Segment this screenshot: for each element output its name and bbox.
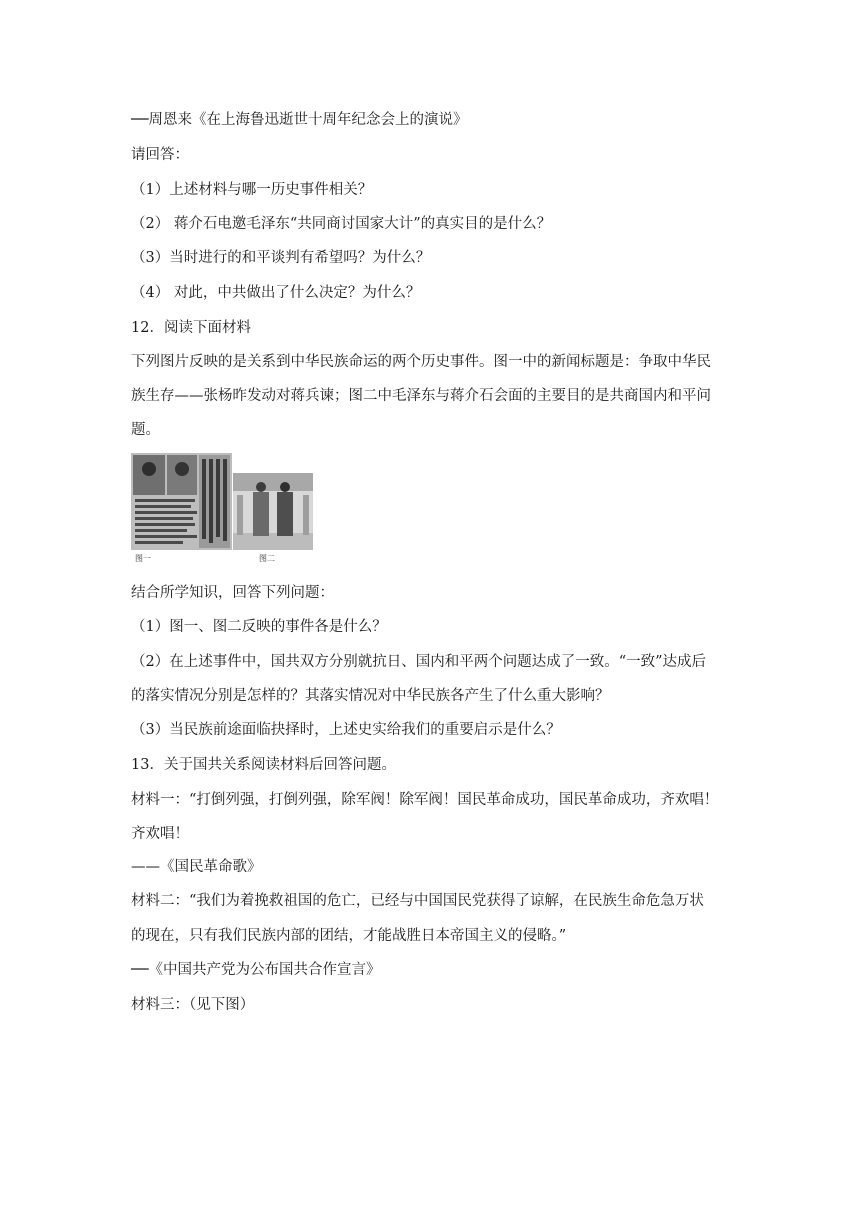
question-11-4: （4） 对此，中共做出了什么决定？为什么？	[131, 285, 421, 301]
question-12-1: （1）图一、图二反映的事件各是什么？	[131, 619, 387, 635]
question-12-3: （3）当民族前途面临抉择时，上述史实给我们的重要启示是什么？	[131, 722, 561, 738]
material-1-line-1: 材料一：“打倒列强，打倒列强，除军阀！除军阀！国民革命成功，国民革命成功，齐欢唱！	[131, 792, 719, 808]
historical-photos-figure	[131, 453, 313, 565]
question-12-2-line-2: 的落实情况分别是怎样的？其落实情况对中华民族各产生了什么重大影响？	[131, 688, 610, 704]
question-13-heading: 13．关于国共关系阅读材料后回答问题。	[131, 757, 396, 773]
meeting-photo-image	[233, 473, 313, 550]
material-2-line-2: 的现在，只有我们民族内部的团结，才能战胜日本帝国主义的侵略。”	[131, 928, 567, 944]
prompt-combine-knowledge: 结合所学知识，回答下列问题：	[131, 585, 334, 601]
figure-caption-1: 图一	[135, 554, 151, 563]
question-11-2: （2） 蒋介石电邀毛泽东“共同商讨国家大计”的真实目的是什么？	[131, 216, 552, 232]
material-1-line-2: 齐欢唱！	[131, 826, 189, 842]
material-3-label: 材料三：（见下图）	[131, 997, 255, 1013]
question-11-1: （1）上述材料与哪一历史事件相关？	[131, 182, 373, 198]
question-11-3: （3）当时进行的和平谈判有希望吗？为什么？	[131, 250, 431, 266]
material-12-line-2: 族生存——张杨昨发动对蒋兵谏；图二中毛泽东与蒋介石会面的主要目的是共商国内和平问	[131, 388, 711, 404]
material-1-source: ——《国民革命歌》	[131, 859, 262, 875]
figure-caption-2: 图二	[259, 554, 275, 563]
material-2-line-1: 材料二：“我们为着挽救祖国的危亡，已经与中国国民党获得了谅解，在民族生命危急万状	[131, 893, 704, 909]
prompt-please-answer: 请回答：	[131, 147, 189, 163]
question-12-heading: 12．阅读下面材料	[131, 320, 251, 336]
source-citation-zhou-enlai: ──周恩来《在上海鲁迅逝世十周年纪念会上的演说》	[131, 112, 468, 128]
question-12-2-line-1: （2）在上述事件中，国共双方分别就抗日、国内和平两个问题达成了一致。“一致”达成后	[131, 654, 707, 670]
material-12-line-3: 题。	[131, 422, 160, 438]
material-12-line-1: 下列图片反映的是关系到中华民族命运的两个历史事件。图一中的新闻标题是：争取中华民	[131, 354, 711, 370]
newspaper-image	[131, 453, 232, 550]
material-2-source: ──《中国共产党为公布国共合作宣言》	[131, 962, 381, 978]
